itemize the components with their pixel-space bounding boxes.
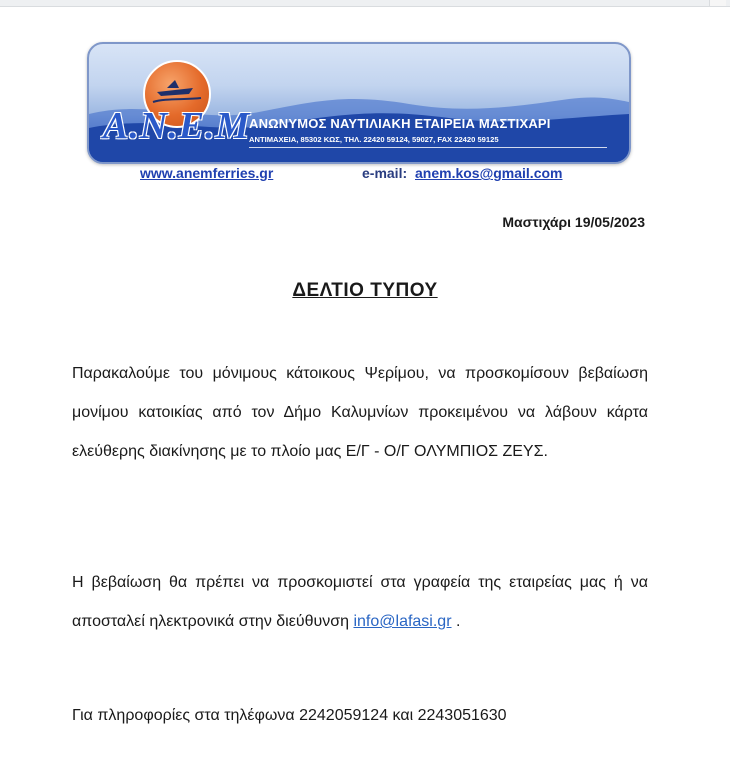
viewer-top-bar xyxy=(0,0,730,7)
document-date: Μαστιχάρι 19/05/2023 xyxy=(502,214,645,230)
company-logo-text: Α.Ν.Ε.Μ xyxy=(103,105,251,147)
paragraph-certificate-delivery xyxy=(72,563,648,641)
paragraph-text: Η βεβαίωση θα πρέπει να προσκομιστεί στα γραφεία της εταιρείας μας ή να αποσταλεί ηλεκτρονικά στην διεύθυνση xyxy=(72,574,648,630)
viewer-handle xyxy=(709,0,726,6)
paragraph-phone-info: Για πληροφορίες στα τηλέφωνα 2242059124 και 2243051630 xyxy=(72,707,507,724)
email-link[interactable]: anem.kos@gmail.com xyxy=(415,165,563,181)
paragraph-end: . xyxy=(451,613,461,630)
info-email-link[interactable]: info@lafasi.gr xyxy=(353,613,452,630)
document-title: ΔΕΛΤΙΟ ΤΥΠΟΥ xyxy=(292,280,438,301)
company-letterhead-banner xyxy=(87,42,631,164)
address-underline xyxy=(249,147,607,148)
contact-row xyxy=(0,165,730,183)
website-link[interactable]: www.anemferries.gr xyxy=(140,165,274,181)
company-name: ΑΝΩΝΥΜΟΣ ΝΑΥΤΙΛΙΑΚΗ ΕΤΑΙΡΕΙΑ ΜΑΣΤΙΧΑΡΙ xyxy=(249,116,551,131)
company-address: ΑΝΤΙΜΑΧΕΙΑ, 85302 ΚΩΣ, ΤΗΛ. 22420 59124, 59027, FAX 22420 59125 xyxy=(249,135,499,144)
paragraph-residents-notice: Παρακαλούμε του μόνιμους κάτοικους Ψερίμου, να προσκομίσουν βεβαίωση μονίμου κατοικίας από τον Δήμο Καλυμνίων προκειμένου να λάβουν κάρτα ελεύθερης διακίνησης με το πλοίο μας Ε/Γ - Ο/Γ ΟΛΥΜΠΙΟΣ ΖΕΥΣ. xyxy=(72,365,648,460)
email-label: e-mail: xyxy=(362,165,408,181)
